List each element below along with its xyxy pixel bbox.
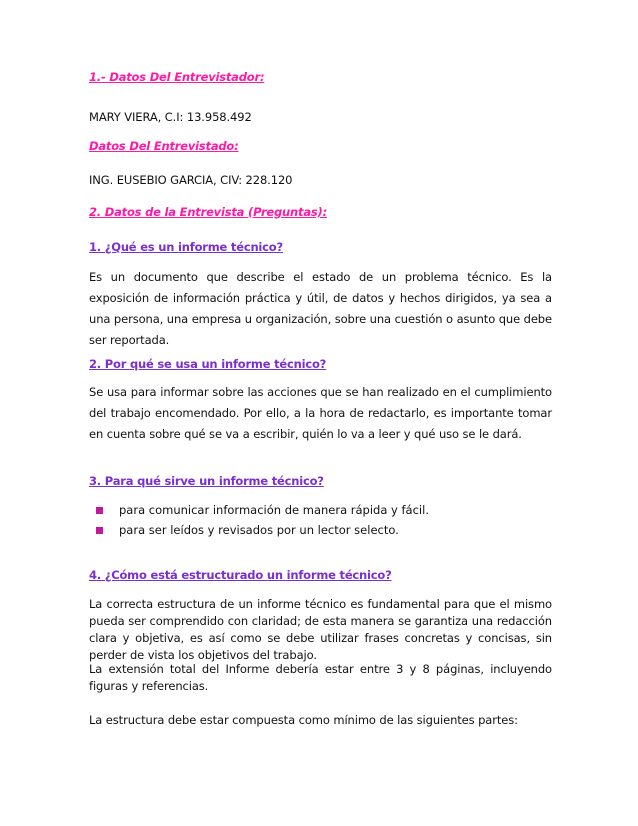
square-bullet-icon bbox=[96, 507, 103, 514]
question-4-answer-extension: La extensión total del Informe debería estar entre 3 y 8 páginas, incluyendo figuras y referencias. bbox=[89, 662, 552, 693]
interviewee-text: ING. EUSEBIO GARCIA, CIV: 228.120 bbox=[89, 173, 293, 187]
question-1-title: 1. ¿Qué es un informe técnico? bbox=[89, 240, 283, 254]
interviewer-text: MARY VIERA, C.I: 13.958.492 bbox=[89, 110, 252, 124]
square-bullet-icon bbox=[96, 527, 103, 534]
question-4-answer-structure: La estructura debe estar compuesta como mínimo de las siguientes partes: bbox=[89, 713, 518, 727]
question-4-title: 4. ¿Cómo está estructurado un informe técnico? bbox=[89, 568, 392, 582]
question-3-bullet-list bbox=[96, 500, 556, 540]
question-2-title: 2. Por qué se usa un informe técnico? bbox=[89, 357, 327, 371]
list-item bbox=[96, 500, 556, 520]
list-item-text: para ser leídos y revisados por un lector selecto. bbox=[119, 523, 399, 537]
question-3-title: 3. Para qué sirve un informe técnico? bbox=[89, 474, 324, 488]
question-1-answer: Es un documento que describe el estado de un problema técnico. Es la exposición de información práctica y útil, de datos y hechos dirigidos, ya sea a una persona, una empresa u organización, sobre una cuestión o asunto que debe ser reportada. bbox=[89, 270, 552, 347]
list-item bbox=[96, 520, 556, 540]
interviewee-heading: Datos Del Entrevistado: bbox=[89, 139, 239, 153]
question-2-answer: Se usa para informar sobre las acciones que se han realizado en el cumplimiento del trabajo encomendado. Por ello, a la hora de redactarlo, es importante tomar en cuenta sobre qué se va a escribir, quién lo va a leer y qué uso se le dará. bbox=[89, 385, 552, 441]
question-4-answer: La correcta estructura de un informe técnico es fundamental para que el mismo pueda ser comprendido con claridad; de esta manera se garantiza una redacción clara y objetiva, es así como se debe utilizar frases concretas y concisas, sin perder de vista los objetivos del trabajo. bbox=[89, 597, 552, 662]
list-item-text: para comunicar información de manera rápida y fácil. bbox=[119, 503, 429, 517]
interviewer-heading: 1.- Datos Del Entrevistador: bbox=[89, 70, 265, 84]
interview-heading: 2. Datos de la Entrevista (Preguntas): bbox=[89, 205, 327, 219]
